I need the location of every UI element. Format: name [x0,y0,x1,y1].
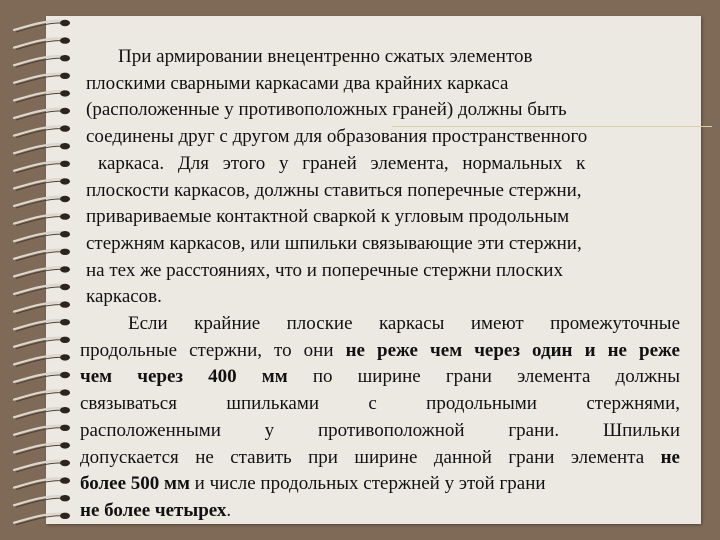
paragraph-1-line: на тех же расстояниях, что и поперечные стержни плоских [86,259,563,281]
bold-run: не более четырех [80,499,227,521]
binding-ring [14,178,70,190]
binding-ring [14,513,70,525]
paragraph-1-line: соединены друг с другом для образования пространственного [86,126,588,148]
binding-ring [14,319,70,331]
binding-ring [14,161,70,173]
binding-ring [14,249,70,261]
binding-ring [14,460,70,472]
text-run: допускается не ставить при ширине данной грани элемента [80,446,661,468]
paragraph-2-line [80,445,680,472]
text-run: по ширине грани элемента должны [287,366,681,388]
paragraph-1-line: плоскими сварными каркасами два крайних каркаса [86,72,509,94]
paragraph-2-line: связываться шпильками с продольными стержнями, [80,393,680,415]
paragraph-1-line: стержням каркасов, или шпильки связывающие эти стержни, [86,232,582,254]
spiral-binding-icon [0,0,90,540]
binding-ring [14,55,70,67]
paragraph-2-line [80,364,680,391]
binding-ring [14,495,70,507]
binding-ring [14,442,70,454]
paragraph-2 [80,311,680,525]
binding-ring [14,20,70,32]
binding-ring [14,125,70,137]
paragraph-2-line [80,338,680,365]
paragraph-2-line [80,471,680,498]
paragraph-1-line: При армировании внецентренно сжатых элементов [118,46,533,67]
bold-run: не реже чем через один и не реже [345,339,680,361]
bold-run: более 500 мм [80,473,190,495]
binding-ring [14,37,70,49]
paragraph-1-line: привариваемые контактной сваркой к угловым продольным [86,206,570,228]
paragraph-1-line: каркаса. Для этого у граней элемента, нормальных к [98,152,586,174]
binding-ring [14,354,70,366]
binding-ring [14,231,70,243]
binding-ring [14,108,70,120]
binding-ring [14,213,70,225]
binding-ring [14,407,70,419]
text-run: . [226,499,232,521]
binding-ring [14,196,70,208]
binding-ring [14,284,70,296]
binding-ring [14,389,70,401]
text-run: и числе продольных стержней у этой грани [189,473,546,495]
paragraph-1-line: каркасов. [86,286,162,308]
binding-ring [14,425,70,437]
text-run: продольные стержни, то они [80,339,346,361]
bold-run: не [660,446,680,468]
paragraph-1-line: плоскости каркасов, должны ставиться поперечные стержни, [86,179,582,201]
paragraph-1-line: (расположенные у противоположных граней) должны быть [86,99,567,121]
binding-ring [14,266,70,278]
bold-run: чем через 400 мм [80,366,288,388]
binding-ring [14,301,70,313]
binding-ring [14,477,70,489]
binding-ring [14,372,70,384]
paragraph-2-line: Если крайние плоские каркасы имеют промежуточные [128,313,680,334]
paragraph-1 [86,44,706,311]
binding-ring [14,73,70,85]
paragraph-2-line: расположенными у противоположной грани. Шпильки [80,419,680,441]
binding-ring [14,90,70,102]
binding-ring [14,143,70,155]
paragraph-2-line [80,498,680,525]
binding-ring [14,337,70,349]
